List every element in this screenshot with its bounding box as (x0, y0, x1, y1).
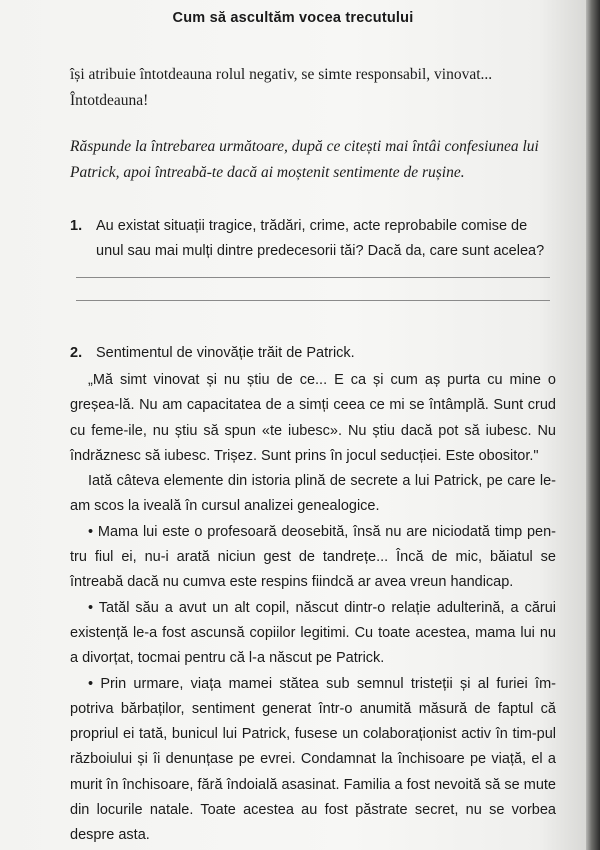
page-edge-shadow (586, 0, 600, 850)
question-1 (70, 214, 554, 264)
patrick-quote: „Mă simt vinovat și nu știu de ce... E ca și cum aș purta cu mine o greșea-lă. Nu am capacitatea de a simți ceea ce mi se întâmplă. Sunt crud cu feme-ile, nu știu să spun «te iubesc». Nu știu dacă pot să iubesc. Nu îndrăznesc să iubesc. Trișez. Sunt prins în jocul seducției. Este obositor." (70, 372, 556, 464)
running-header: Cum să ascultăm vocea trecutului (172, 10, 414, 26)
question-1-text: Au existat situații tragice, trădări, crime, acte reprobabile comise de unul sau mai mulți dintre predecesorii tăi? Dacă da, care sunt acelea? (96, 218, 545, 259)
question-2-heading (70, 341, 554, 366)
answer-line-1[interactable] (76, 277, 550, 278)
bullet-paragraph: • Mama lui este o profesoară deosebită, însă nu are niciodată timp pen-tru fiul ei, nu-i arată niciun gest de tandrețe... Încă de mic, băiatul se întreabă dacă nu cumva este respins fiindcă ar avea vreun handicap. (70, 523, 556, 591)
bullet-paragraph: • Tatăl său a avut un alt copil, născut dintr-o relație adulterină, a cărui existență le-a fost ascunsă copiilor legitimi. Cu toate acestea, mama lui nu a divorțat, tocmai pentru că l-a născut pe Patrick. (70, 599, 556, 667)
body-paragraph: Iată câteva elemente din istoria plină de secrete a lui Patrick, pe care le-am scos la iveală în cursul analizei genealogice. (70, 473, 556, 515)
instruction-paragraph: Răspunde la întrebarea următoare, după ce citești mai întâi confesiunea lui Patrick, apoi întreabă-te dacă ai moștenit sentimente de rușine. (70, 138, 539, 181)
answer-line-2[interactable] (76, 300, 550, 301)
question-1-number: 1. (70, 218, 83, 234)
question-2-body (70, 368, 556, 849)
bullet-paragraph: • Prin urmare, viața mamei stătea sub semnul tristeții și al furiei îm-potriva bărbaților, sentiment generat într-o anumită măsură de faptul că propriul ei tată, bunicul lui Patrick, fusese un colaboraționist activ în tim-pul războiului și îi denunțase pe evrei. Condamnat la închisoare pe viață, el a murit în închisoare, fără îndoială asasinat. Familia a fost nevoită să se mute din locurile natale. Toate acestea au fost păstrate secret, nu se vorbea despre asta. (70, 675, 556, 844)
intro-paragraph: își atribuie întotdeauna rolul negativ, se simte responsabil, vinovat... Întotdeauna! (70, 66, 493, 109)
question-2-number: 2. (70, 345, 83, 361)
question-2-title: Sentimentul de vinovăție trăit de Patrick. (96, 345, 355, 361)
